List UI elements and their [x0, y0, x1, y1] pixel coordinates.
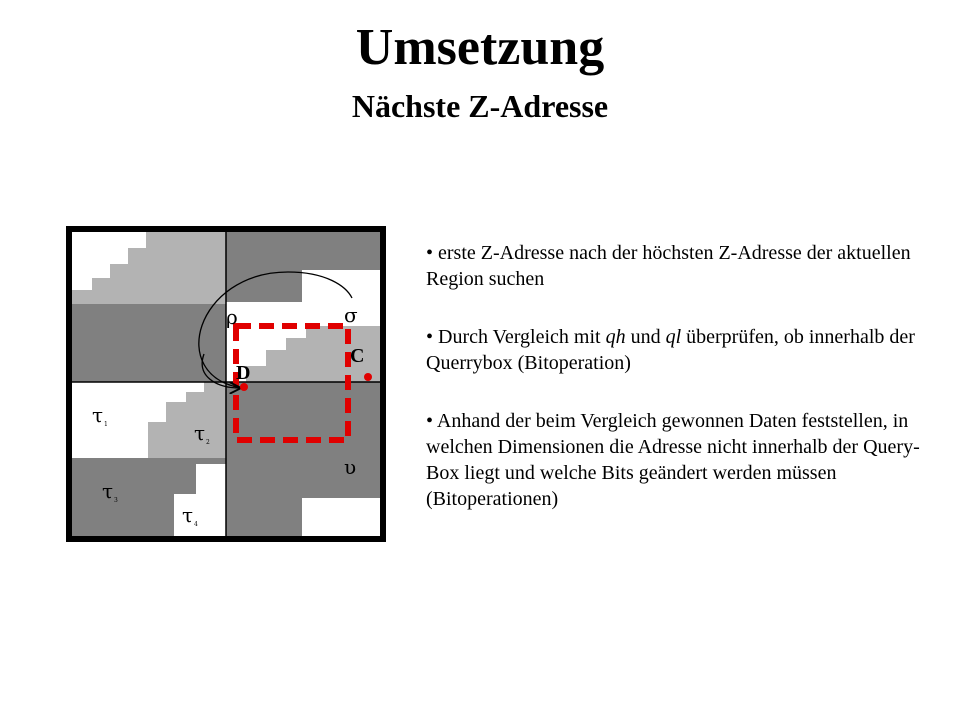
label-sigma: σ: [344, 303, 358, 327]
point-d: [240, 383, 248, 391]
bullet-term-ql: ql: [665, 326, 682, 348]
label-tau3: τ: [102, 479, 114, 503]
bullet-text-post: überprüfen, ob innerhalb der Querrybox (Bitoperation): [426, 326, 915, 374]
bullet-item: • Anhand der beim Vergleich gewonnen Daten feststellen, in welchen Dimensionen die Adresse nicht innerhalb der Query-Box liegt und welche Bits geändert werden müssen (Bitoperationen): [426, 410, 920, 510]
bullet-list: [426, 240, 936, 544]
region-upsilon-white: [302, 498, 380, 536]
label-tau1: τ: [92, 403, 104, 427]
label-tau2: τ: [194, 421, 206, 445]
label-tau1-sub: 1: [104, 421, 108, 428]
label-tau4-sub: 4: [194, 521, 198, 528]
label-c: C: [350, 345, 365, 367]
bullet-item: • Durch Vergleich mit qh und ql überprüfen, ob innerhalb der Querrybox (Bitoperation): [426, 326, 915, 374]
page-title: Umsetzung: [355, 19, 605, 76]
bullet-item: • erste Z-Adresse nach der höchsten Z-Adresse der aktuellen Region suchen: [426, 242, 911, 290]
point-c: [364, 373, 372, 381]
bullet-text: erste Z-Adresse nach der höchsten Z-Adresse der aktuellen Region suchen: [426, 242, 911, 290]
label-tau2-sub: 2: [206, 439, 210, 446]
label-tau4: τ: [182, 503, 194, 527]
bullet-term-qh: qh: [605, 326, 626, 348]
label-rho: ρ: [226, 305, 238, 329]
z-region-diagram: [66, 226, 386, 542]
bullet-text: Anhand der beim Vergleich gewonnen Daten feststellen, in welchen Dimensionen die Adresse nicht innerhalb der Query-Box liegt und welche Bits geändert werden müssen (Bitoperationen): [426, 410, 920, 510]
page-subtitle: Nächste Z-Adresse: [351, 88, 609, 124]
label-d: D: [236, 362, 251, 384]
region-top-left-white: [72, 232, 146, 248]
bullet-text-mid: und: [625, 326, 666, 348]
label-tau3-sub: 3: [114, 497, 118, 504]
bullet-text-pre: Durch Vergleich mit: [438, 326, 606, 348]
label-upsilon: υ: [344, 455, 357, 479]
